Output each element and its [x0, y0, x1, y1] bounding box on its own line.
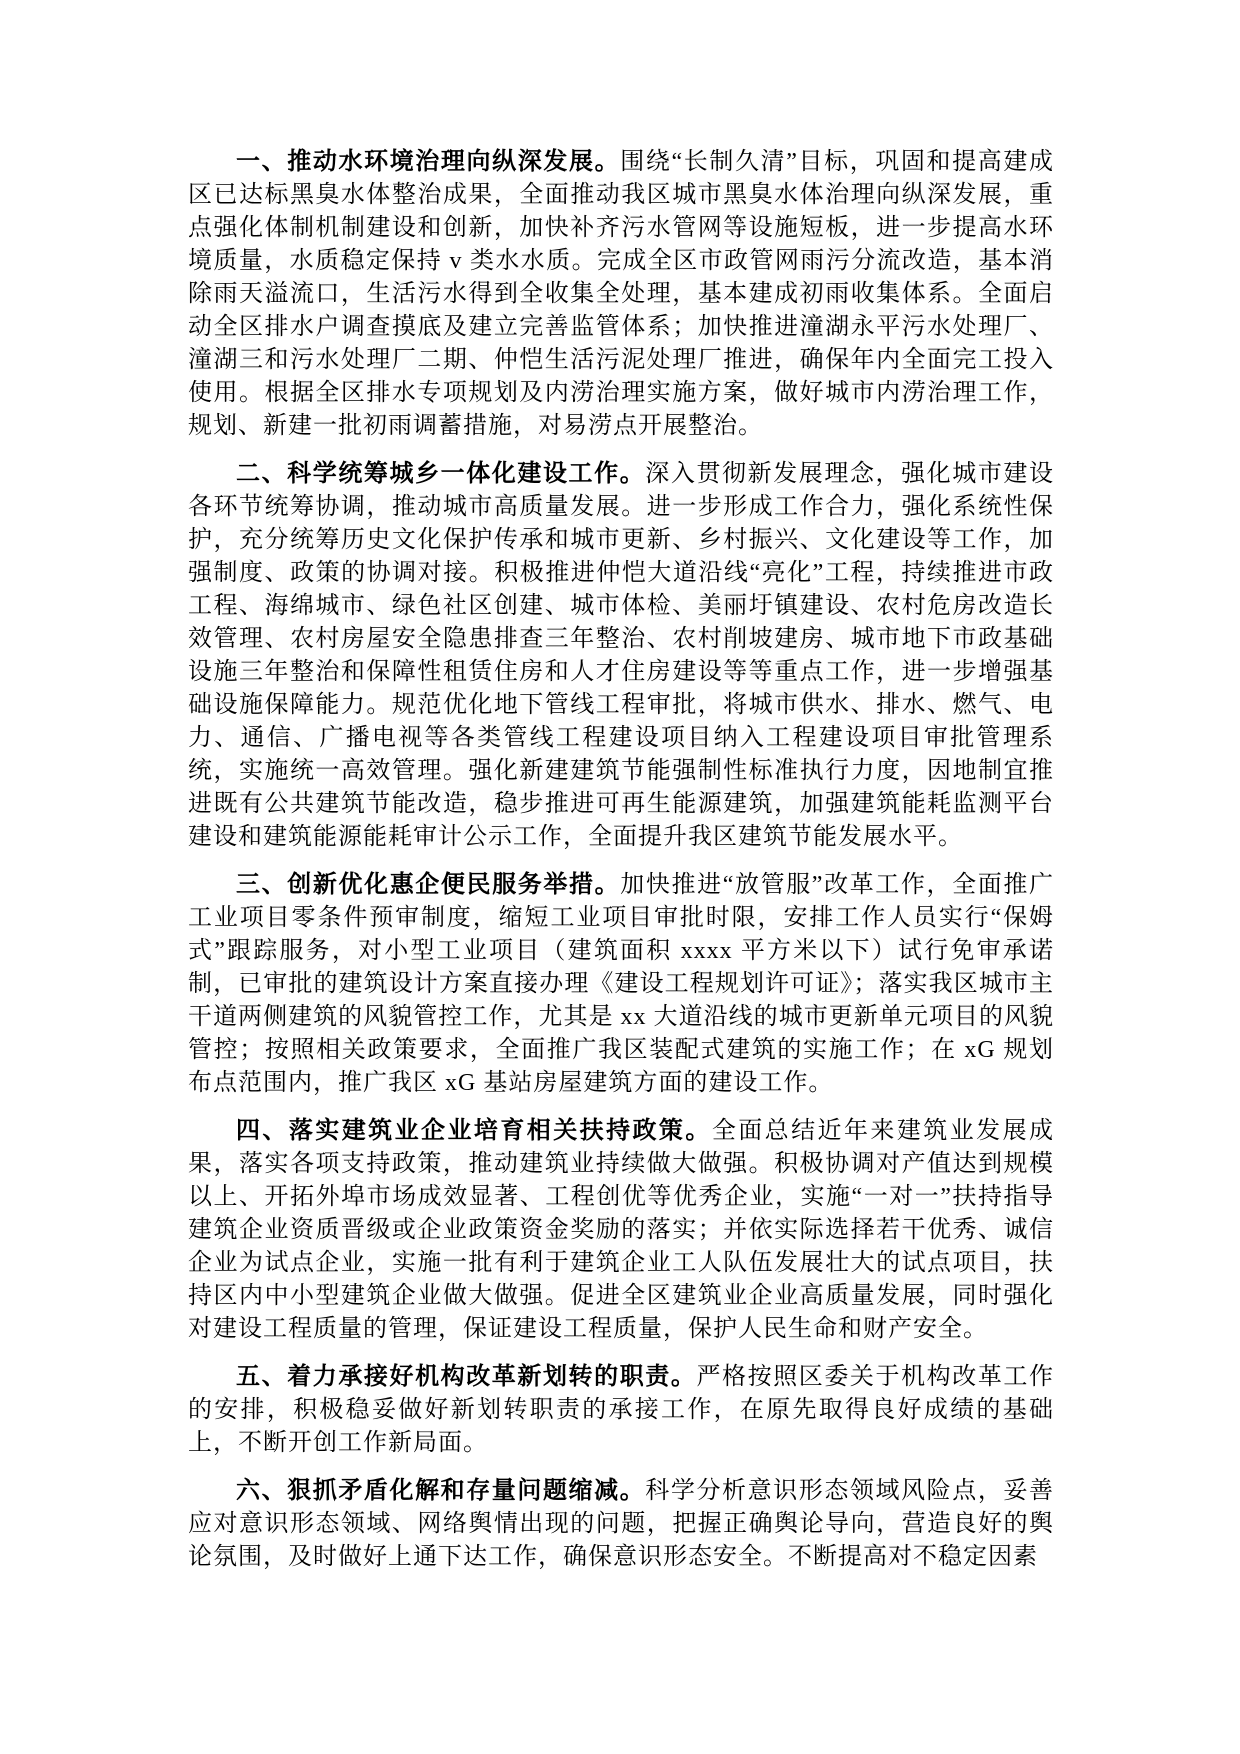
paragraph-2 [188, 457, 1054, 854]
paragraph-2-heading: 二、科学统筹城乡一体化建设工作。 [236, 460, 646, 487]
paragraph-6-heading: 六、狠抓矛盾化解和存量问题缩减。 [236, 1477, 646, 1504]
paragraph-1 [188, 145, 1054, 443]
paragraph-3 [188, 868, 1054, 1100]
paragraph-4-heading: 四、落实建筑业企业培育相关扶持政策。 [236, 1117, 712, 1144]
paragraph-4 [188, 1114, 1054, 1346]
paragraph-3-heading: 三、创新优化惠企便民服务举措。 [236, 871, 621, 898]
paragraph-6 [188, 1474, 1054, 1574]
paragraph-1-heading: 一、推动水环境治理向纵深发展。 [236, 148, 621, 175]
paragraph-6-body: 科学分析意识形态领域风险点，妥善应对意识形态领域、网络舆情出现的问题，把握正确舆论导向，营造良好的舆论氛围，及时做好上通下达工作，确保意识形态安全。不断提高对不稳定因素 [188, 1478, 1055, 1570]
paragraph-1-body: 围绕“长制久清”目标，巩固和提高建成区已达标黑臭水体整治成果，全面推动我区城市黑臭水体治理向纵深发展，重点强化体制机制建设和创新，加快补齐污水管网等设施短板，进一步提高水环境质量，水质稳定保持 v 类水水质。完成全区市政管网雨污分流改造，基本消除雨天溢流口，生活污水得到全收集全处理，基本建成初雨收集体系。全面启动全区排水户调查摸底及建立完善监管体系；加快推进潼湖永平污水处理厂、潼湖三和污水处理厂二期、仲恺生活污泥处理厂推进，确保年内全面完工投入使用。根据全区排水专项规划及内涝治理实施方案，做好城市内涝治理工作，规划、新建一批初雨调蓄措施，对易涝点开展整治。 [188, 149, 1054, 439]
paragraph-4-body: 全面总结近年来建筑业发展成果，落实各项支持政策，推动建筑业持续做大做强。积极协调对产值达到规模以上、开拓外埠市场成效显著、工程创优等优秀企业，实施“一对一”扶持指导建筑企业资质晋级或企业政策资金奖励的落实；并依实际选择若干优秀、诚信企业为试点企业，实施一批有利于建筑企业工人队伍发展壮大的试点项目，扶持区内中小型建筑企业做大做强。促进全区建筑业企业高质量发展，同时强化对建设工程质量的管理，保证建设工程质量，保护人民生命和财产安全。 [188, 1118, 1055, 1342]
paragraph-5-heading: 五、着力承接好机构改革新划转的职责。 [236, 1363, 697, 1390]
paragraph-5-body: 严格按照区委关于机构改革工作的安排，积极稳妥做好新划转职责的承接工作，在原先取得良好成绩的基础上，不断开创工作新局面。 [188, 1364, 1055, 1456]
paragraph-2-body: 深入贯彻新发展理念，强化城市建设各环节统筹协调，推动城市高质量发展。进一步形成工作合力，强化系统性保护，充分统筹历史文化保护传承和城市更新、乡村振兴、文化建设等工作，加强制度、政策的协调对接。积极推进仲恺大道沿线“亮化”工程，持续推进市政工程、海绵城市、绿色社区创建、城市体检、美丽圩镇建设、农村危房改造长效管理、农村房屋安全隐患排查三年整治、农村削坡建房、城市地下市政基础设施三年整治和保障性租赁住房和人才住房建设等等重点工作，进一步增强基础设施保障能力。规范优化地下管线工程审批，将城市供水、排水、燃气、电力、通信、广播电视等各类管线工程建设项目纳入工程建设项目审批管理系统，实施统一高效管理。强化新建建筑节能强制性标准执行力度，因地制宜推进既有公共建筑节能改造，稳步推进可再生能源建筑，加强建筑能耗监测平台建设和建筑能源能耗审计公示工作，全面提升我区建筑节能发展水平。 [188, 461, 1055, 850]
document-text-body [188, 145, 1054, 1574]
paragraph-5 [188, 1360, 1054, 1460]
paragraph-3-body: 加快推进“放管服”改革工作，全面推广工业项目零条件预审制度，缩短工业项目审批时限，安排工作人员实行“保姆式”跟踪服务，对小型工业项目（建筑面积 xxxx 平方米以下）试行免审承诺制，已审批的建筑设计方案直接办理《建设工程规划许可证》；落实我区城市主干道两侧建筑的风貌管控工作，尤其是 xx 大道沿线的城市更新单元项目的风貌管控；按照相关政策要求，全面推广我区装配式建筑的实施工作；在 xG 规划布点范围内，推广我区 xG 基站房屋建筑方面的建设工作。 [188, 872, 1054, 1096]
